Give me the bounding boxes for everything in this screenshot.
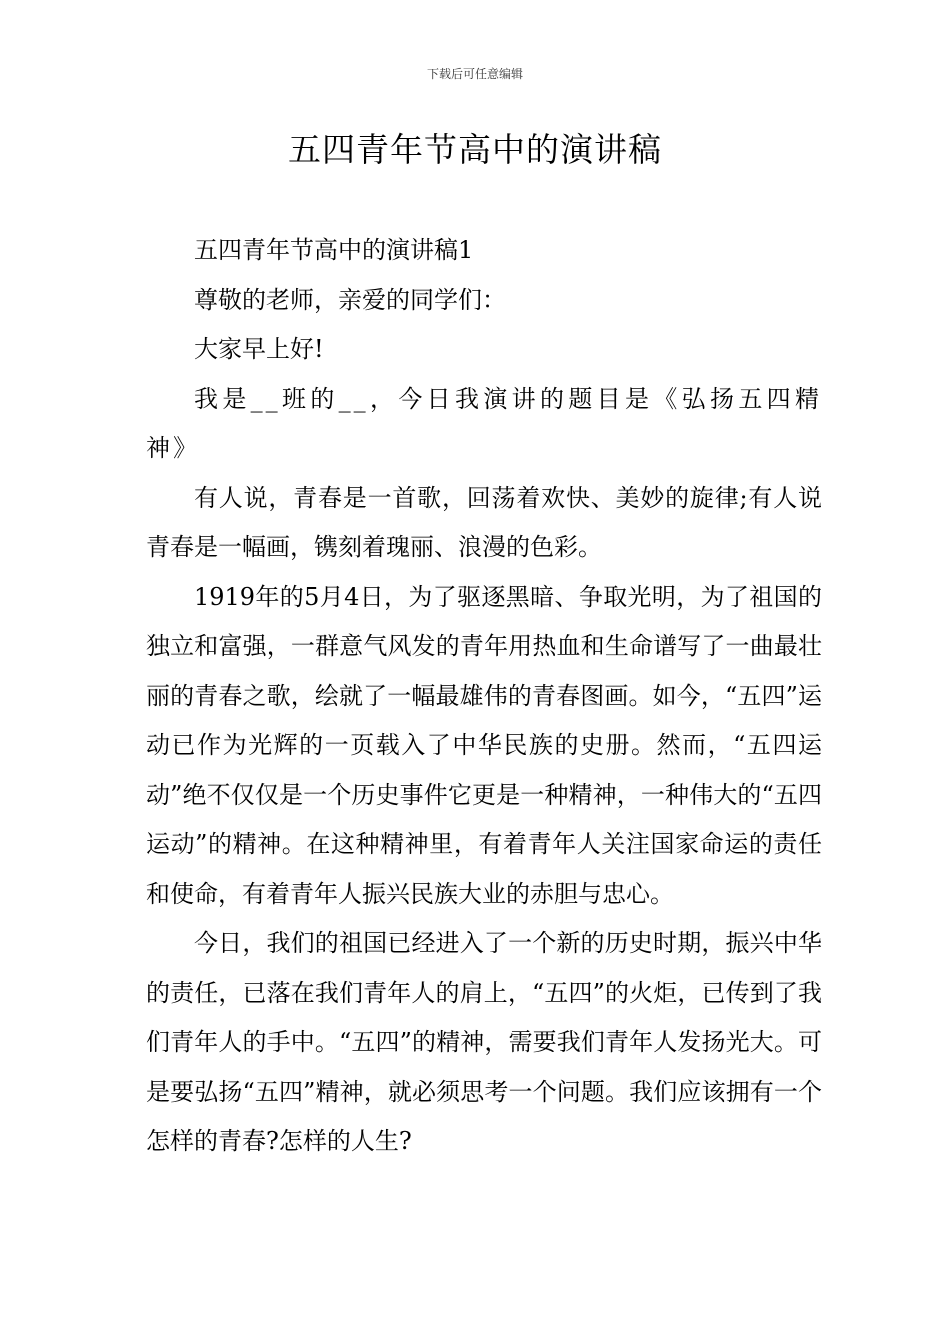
paragraph-introduction: 我是__班的__，今日我演讲的题目是《弘扬五四精神》: [146, 384, 822, 462]
document-title: 五四青年节高中的演讲稿: [288, 130, 662, 169]
paragraph-greeting: 大家早上好!: [194, 335, 324, 363]
paragraph-subtitle: 五四青年节高中的演讲稿1: [194, 236, 474, 264]
paragraph-salutation: 尊敬的老师，亲爱的同学们：: [194, 285, 506, 314]
header-note: 下载后可任意编辑: [426, 67, 523, 81]
paragraph-today: 今日，我们的祖国已经进入了一个新的历史时期，振兴中华的责任，已落在我们青年人的肩上，“五四”的火炬，已传到了我们青年人的手中。“五四”的精神，需要我们青年人发扬光大。可是要弘扬“五四”精神，就必须思考一个问题。我们应该拥有一个怎样的青春?怎样的人生?: [146, 929, 822, 1155]
paragraph-youth-metaphor: 有人说，青春是一首歌，回荡着欢快、美妙的旋律;有人说青春是一幅画，镌刻着瑰丽、浪漫的色彩。: [146, 483, 822, 561]
paragraph-history: 1919年的5月4日，为了驱逐黑暗、争取光明，为了祖国的独立和富强，一群意气风发的青年用热血和生命谱写了一曲最壮丽的青春之歌，绘就了一幅最雄伟的青春图画。如今，“五四”运动已作为光辉的一页载入了中华民族的史册。然而，“五四运动”绝不仅仅是一个历史事件它更是一种精神，一种伟大的“五四运动”的精神。在这种精神里，有着青年人关注国家命运的责任和使命，有着青年人振兴民族大业的赤胆与忠心。: [146, 582, 822, 908]
document-body: [146, 226, 822, 1167]
